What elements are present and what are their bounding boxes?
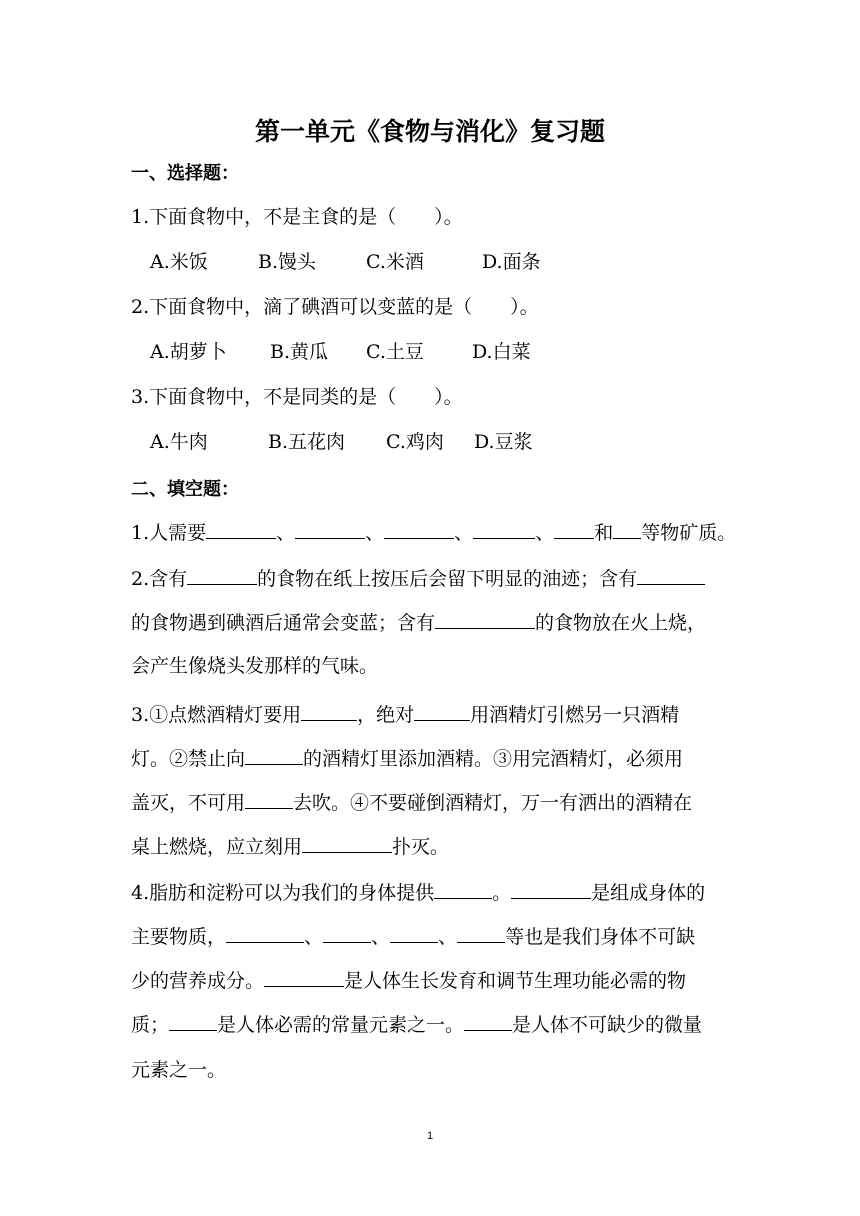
fill-question-3-line-3 xyxy=(131,790,692,815)
text-segment: 的食物在纸上按压后会留下明显的油迹；含有 xyxy=(257,568,638,590)
section-heading-choice: 一、选择题： xyxy=(131,163,239,184)
text-segment: 等也是我们身体不可缺 xyxy=(505,926,696,948)
q2-option-b: B.黄瓜 xyxy=(270,341,329,363)
fill-question-4-line-1 xyxy=(131,880,705,905)
answer-blank[interactable] xyxy=(169,1012,217,1031)
q3-option-c: C.鸡肉 xyxy=(386,431,444,453)
fill-question-2-line-2 xyxy=(131,610,706,635)
answer-blank[interactable] xyxy=(323,924,371,943)
text-segment: 的食物放在火上烧， xyxy=(535,612,707,634)
answer-blank[interactable] xyxy=(301,702,357,721)
text-segment: 少的营养成分。 xyxy=(131,970,265,992)
text-segment: 是人体不可缺少的微量 xyxy=(512,1014,703,1036)
fill-question-2-line-3: 会产生像烧头发那样的气味。 xyxy=(131,655,379,677)
answer-blank[interactable] xyxy=(302,834,392,853)
answer-blank[interactable] xyxy=(390,924,438,943)
fill-1-text-a: 1.人需要 xyxy=(131,522,207,544)
answer-blank[interactable] xyxy=(206,520,276,539)
text-segment: 灯。②禁止向 xyxy=(131,748,246,770)
text-segment: ，绝对 xyxy=(357,704,415,726)
answer-blank[interactable] xyxy=(187,566,257,585)
text-segment: 的食物遇到碘酒后通常会变蓝；含有 xyxy=(131,612,436,634)
text-segment: 是人体生长发育和调节生理功能必需的物 xyxy=(344,970,687,992)
answer-blank[interactable] xyxy=(295,520,365,539)
answer-blank[interactable] xyxy=(435,610,535,629)
text-segment: 去吹。④不要碰倒酒精灯，万一有洒出的酒精在 xyxy=(293,792,693,814)
fill-question-2-line-1 xyxy=(131,566,705,591)
fill-1-sep: 、 xyxy=(454,522,474,544)
q2-option-c: C.土豆 xyxy=(366,341,424,363)
q2-option-a: A.胡萝卜 xyxy=(150,341,227,363)
question-2-stem: 2.下面食物中，滴了碘酒可以变蓝的是（ ）。 xyxy=(131,296,539,318)
text-segment: 2.含有 xyxy=(131,568,188,590)
text-segment: 桌上燃烧，应立刻用 xyxy=(131,836,303,858)
q1-option-c: C.米酒 xyxy=(366,251,424,273)
fill-question-4-line-2 xyxy=(131,924,695,949)
answer-blank[interactable] xyxy=(434,880,492,899)
text-segment: 是组成身体的 xyxy=(591,882,706,904)
fill-question-4-line-5: 元素之一。 xyxy=(131,1059,227,1081)
section-heading-fill: 二、填空题： xyxy=(131,479,239,500)
fill-1-text-d: 等物矿质。 xyxy=(641,522,737,544)
answer-blank[interactable] xyxy=(457,924,505,943)
text-segment: 、 xyxy=(371,926,391,948)
answer-blank[interactable] xyxy=(226,924,304,943)
answer-blank[interactable] xyxy=(464,1012,512,1031)
fill-question-3-line-2 xyxy=(131,746,683,771)
text-segment: 用酒精灯引燃另一只酒精 xyxy=(470,704,680,726)
q1-option-b: B.馒头 xyxy=(258,251,317,273)
text-segment: 、 xyxy=(438,926,458,948)
q3-option-b: B.五花肉 xyxy=(268,431,346,453)
fill-question-4-line-3 xyxy=(131,968,686,993)
page-title: 第一单元《食物与消化》复习题 xyxy=(254,117,605,146)
fill-1-sep: 、 xyxy=(276,522,296,544)
q3-option-d: D.豆浆 xyxy=(474,431,533,453)
answer-blank[interactable] xyxy=(511,880,591,899)
answer-blank[interactable] xyxy=(264,968,344,987)
answer-blank[interactable] xyxy=(473,520,535,539)
answer-blank[interactable] xyxy=(245,746,303,765)
answer-blank[interactable] xyxy=(637,566,705,585)
fill-question-1 xyxy=(131,520,736,545)
text-segment: 、 xyxy=(304,926,324,948)
q1-option-a: A.米饭 xyxy=(150,251,208,273)
text-segment: 扑灭。 xyxy=(392,836,450,858)
text-segment: 质； xyxy=(131,1014,170,1036)
page-number: 1 xyxy=(426,1130,434,1142)
text-segment: 盖灭，不可用 xyxy=(131,792,246,814)
text-segment: 主要物质， xyxy=(131,926,227,948)
question-3-stem: 3.下面食物中，不是同类的是（ ）。 xyxy=(131,386,463,408)
text-segment: 是人体必需的常量元素之一。 xyxy=(217,1014,465,1036)
text-segment: 4.脂肪和淀粉可以为我们的身体提供 xyxy=(131,882,435,904)
fill-question-3-line-1 xyxy=(131,702,679,727)
q2-option-d: D.白菜 xyxy=(472,341,531,363)
q3-option-a: A.牛肉 xyxy=(150,431,208,453)
answer-blank[interactable] xyxy=(245,790,293,809)
answer-blank[interactable] xyxy=(384,520,454,539)
answer-blank[interactable] xyxy=(554,520,594,539)
fill-1-text-c: 和 xyxy=(594,522,614,544)
fill-question-3-line-4 xyxy=(131,834,449,859)
question-1-stem: 1.下面食物中，不是主食的是（ ）。 xyxy=(131,206,463,228)
text-segment: 3.①点燃酒精灯要用 xyxy=(131,704,302,726)
fill-1-sep: 、 xyxy=(535,522,555,544)
answer-blank[interactable] xyxy=(613,520,641,539)
q1-option-d: D.面条 xyxy=(482,251,541,273)
text-segment: 的酒精灯里添加酒精。③用完酒精灯，必须用 xyxy=(303,748,684,770)
fill-1-sep: 、 xyxy=(365,522,385,544)
answer-blank[interactable] xyxy=(414,702,470,721)
text-segment: 。 xyxy=(492,882,512,904)
fill-question-4-line-4 xyxy=(131,1012,702,1037)
